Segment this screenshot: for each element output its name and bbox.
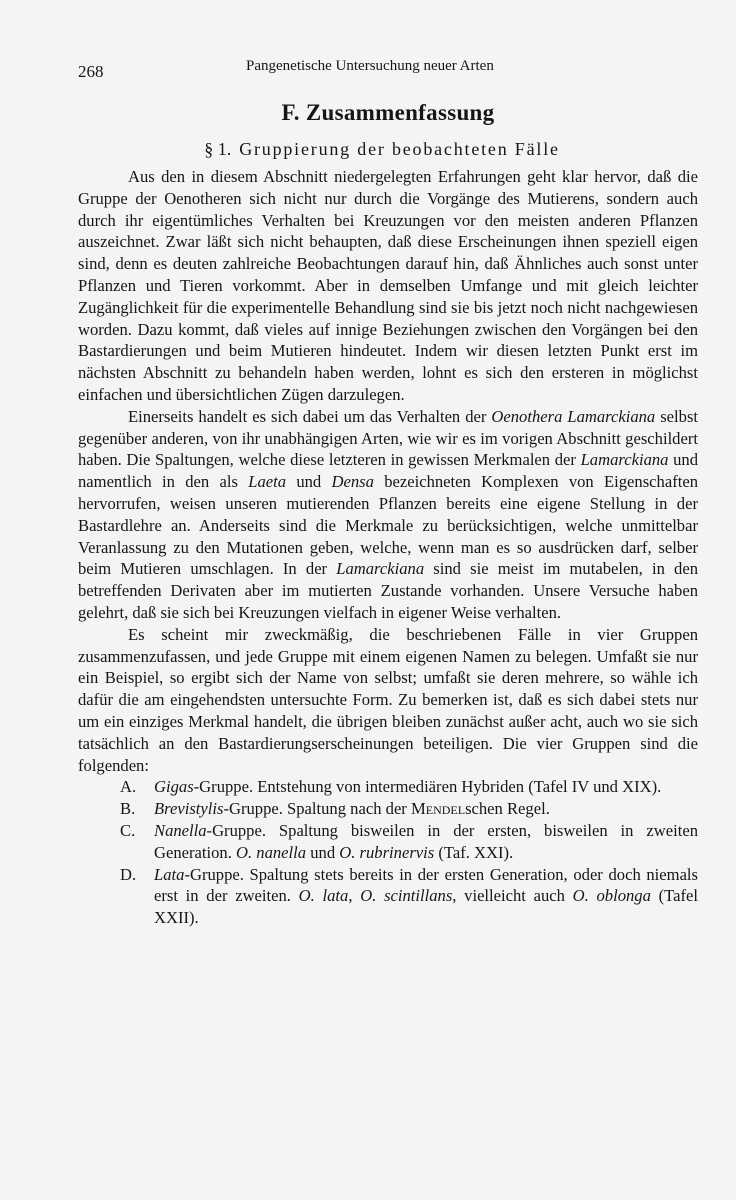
list-letter: D.: [120, 864, 137, 884]
running-title: Pangenetische Untersuchung neuer Arten: [246, 58, 494, 74]
species-name: O. rubrinervis: [339, 842, 435, 862]
species-name: O. scintillans: [360, 886, 453, 906]
p2-text-6: sind sie meist im mutabelen, in den betreffenden Derivaten aber im mutierten Zustande vorhanden. Unsere Versuche haben gelehrt, daß sie sich bei Kreuzungen vielfach in eigener Weise verhalten.: [78, 559, 698, 622]
subsection-heading: [0, 139, 736, 160]
p2-text-3: und namentlich in den als: [78, 450, 699, 492]
group-description: -Gruppe. Spaltung bisweilen in der ersten, bisweilen in zweiten Generation.: [154, 820, 698, 862]
subsection-title: Gruppierung der beobachteten Fälle: [239, 139, 560, 159]
paragraph-3: Es scheint mir zweckmäßig, die beschriebenen Fälle in vier Gruppen zusammenzufassen, und jede Gruppe mit einem eigenen Namen zu belegen. Umfaßt sie nur ein Beispiel, so ergibt sich der Name von selbst; umfaßt sie deren mehrere, so wähle ich dafür die am eingehendsten untersuchte Form. Zu bemerken ist, daß es sich dabei stets nur um ein einziges Merkmal handelt, die übrigen bleiben zunächst außer acht, auch wo sie sich tatsächlich an den Bastardierungserscheinungen beteiligen. Die vier Gruppen sind die folgenden:: [78, 624, 698, 775]
paragraph-1: Aus den in diesem Abschnitt niedergelegten Erfahrungen geht klar hervor, daß die Gruppe der Oenotheren sich nicht nur durch die Vorgänge des Mutierens, sondern auch durch ihr eigentümliches Verhalten bei Kreuzungen vor den meisten anderen Pflanzen auszeichnet. Zwar läßt sich nicht behaupten, daß diese Erscheinungen ihnen speziell eigen sind, denn es deuten zahlreiche Beobachtungen darauf hin, daß Ähnliches auch sonst unter Pflanzen und Tieren vorkommt. Aber in demselben Umfange und mit gleich leichter Zugänglichkeit für die experimentelle Behandlung sind sie bis jetzt noch nicht nachgewiesen worden. Dazu kommt, daß vieles auf innige Beziehungen zwischen den Vorgängen bei den Bastardierungen und beim Mutieren hindeutet. Indem wir diesen letzten Punkt erst im nächsten Abschnitt zu behandeln haben werden, lohnt es sich den ersteren in möglichst einfachen und übersichtlichen Zügen darzulegen.: [78, 167, 698, 404]
p2-text-5: bezeichneten Komplexen von Eigenschaften hervorrufen, weisen unseren mutierenden Pflanzen bereits eine eigene Stellung in der Bastardlehre an. Anderseits sind die Merkmale zu berücksichtigen, welche unmittelbar Veranlassung zu den Mutationen geben, welche, wenn man es so ausdrücken darf, selber beim Mutieren umschlagen. In der: [78, 472, 698, 579]
group-description: -Gruppe. Spaltung stets bereits in der ersten Generation, oder doch niemals erst in der zweiten.: [154, 864, 698, 906]
group-name: Gigas: [154, 777, 194, 797]
group-description: , vielleicht auch: [452, 886, 573, 906]
list-letter: C.: [120, 820, 136, 840]
complex-name: Densa: [331, 472, 374, 492]
list-item-nanella: [78, 820, 698, 864]
author-name: Mendel: [410, 799, 466, 819]
group-description: -Gruppe. Entstehung von intermediären Hybriden (Tafel IV und XIX).: [193, 777, 662, 797]
section-heading: F. Zusammenfassung: [281, 100, 495, 125]
group-description: ,: [348, 886, 361, 906]
group-description: (Tafel XXII).: [154, 886, 698, 928]
species-name: O. oblonga: [572, 886, 651, 906]
list-item-gigas: [78, 776, 698, 798]
species-name: Oenothera Lamarckiana: [491, 406, 656, 426]
list-item-brevistylis: [78, 798, 698, 820]
group-description: (Taf. XXI).: [434, 842, 514, 862]
list-letter: B.: [120, 799, 136, 819]
complex-name: Laeta: [248, 472, 287, 492]
p2-text-1: Einerseits handelt es sich dabei um das Verhalten der: [128, 406, 492, 426]
group-description: und: [306, 842, 340, 862]
species-name: O. lata: [298, 886, 349, 906]
paragraph-2: [78, 406, 698, 624]
group-list: [78, 776, 698, 929]
species-name: O. nanella: [236, 842, 307, 862]
section-symbol: § 1.: [204, 139, 232, 159]
page-number: 268: [78, 62, 104, 81]
p2-text-2: selbst gegenüber anderen, von ihr unabhängigen Arten, wie wir es im vorigen Abschnitt geschildert haben. Die Spaltungen, welche diese letzteren in gewissen Merkmalen der: [78, 406, 699, 470]
group-name: Nanella: [154, 820, 207, 840]
group-name: Lata: [154, 864, 185, 884]
group-name: Brevistylis: [154, 799, 224, 819]
species-name: Lamarckiana: [580, 450, 669, 470]
p2-text-4: und: [286, 472, 332, 492]
body-text: [78, 166, 698, 929]
group-description: -Gruppe. Spaltung nach der: [223, 799, 411, 819]
species-name: Lamarckiana: [336, 559, 425, 579]
list-letter: A.: [120, 777, 137, 797]
group-description: schen Regel.: [465, 799, 550, 819]
list-item-lata: [78, 864, 698, 929]
